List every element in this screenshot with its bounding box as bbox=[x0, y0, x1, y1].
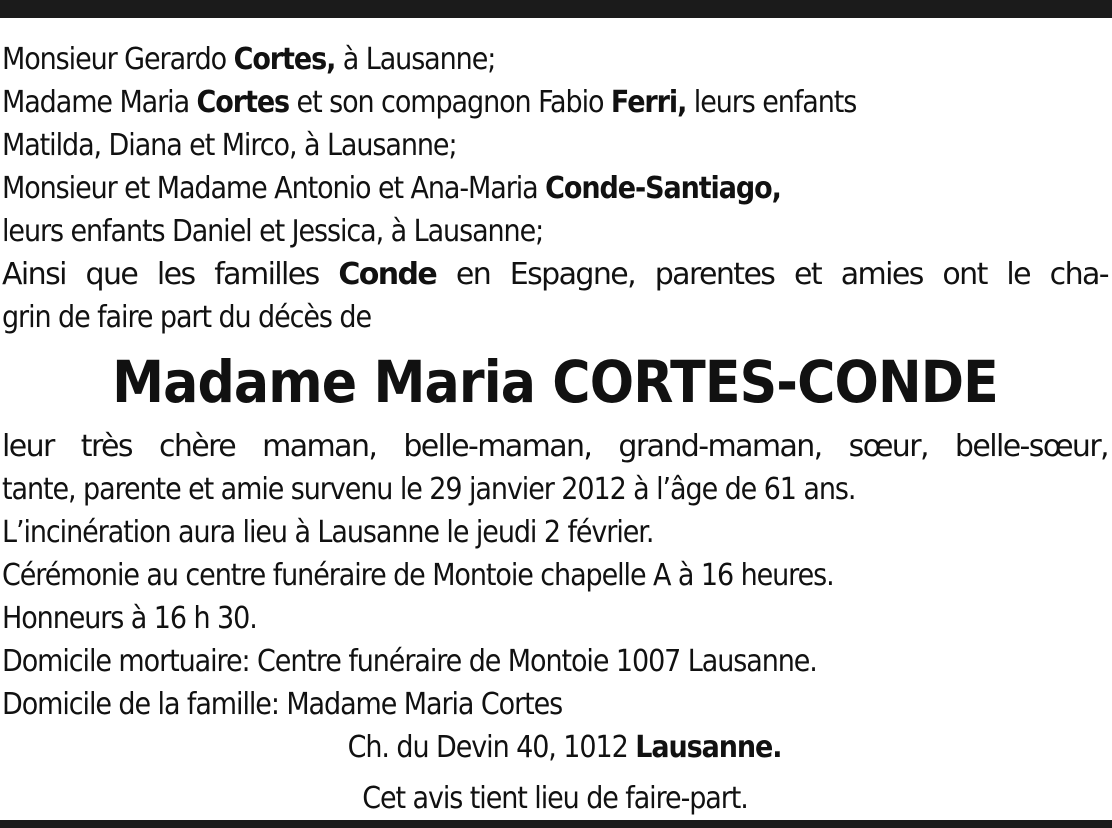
text: leurs enfants bbox=[686, 85, 857, 120]
city: Lausanne. bbox=[635, 730, 782, 765]
text: et son compagnon Fabio bbox=[289, 85, 611, 120]
family-line-5: leurs enfants Daniel et Jessica, à Lausanne; bbox=[2, 214, 544, 249]
details-line-2: tante, parente et amie survenu le 29 janvier 2012 à l’âge de 61 ans. bbox=[2, 472, 856, 507]
family-line-4 bbox=[2, 167, 997, 210]
text: Monsieur Gerardo bbox=[2, 42, 234, 77]
surname: Cortes bbox=[196, 85, 290, 120]
family-line-1 bbox=[2, 38, 997, 81]
death-notice bbox=[2, 38, 1108, 820]
details-line-7: Domicile de la famille: Madame Maria Cortes bbox=[2, 687, 563, 722]
surname: Ferri, bbox=[610, 85, 687, 120]
family-line-3: Matilda, Diana et Mirco, à Lausanne; bbox=[2, 128, 457, 163]
details-line-6: Domicile mortuaire: Centre funéraire de Montoie 1007 Lausanne. bbox=[2, 644, 817, 679]
details-line-8 bbox=[2, 726, 997, 769]
details-line-3: L’incinération aura lieu à Lausanne le jeudi 2 février. bbox=[2, 515, 654, 550]
surname: Conde-Santiago, bbox=[545, 171, 781, 206]
surname: Conde bbox=[338, 257, 437, 292]
family-line-7: grin de faire part du décès de bbox=[2, 300, 372, 335]
family-line-2 bbox=[2, 81, 997, 124]
surname: Cortes, bbox=[233, 42, 336, 77]
text: Madame Maria bbox=[2, 85, 197, 120]
text: Ainsi que les familles bbox=[2, 257, 339, 292]
text: en Espagne, parentes et amies ont le cha- bbox=[436, 257, 1108, 292]
closing-line: Cet avis tient lieu de faire-part. bbox=[362, 781, 748, 816]
family-line-6 bbox=[2, 253, 1108, 296]
details-line-4: Cérémonie au centre funéraire de Montoie chapelle A à 16 heures. bbox=[2, 558, 834, 593]
top-rule bbox=[0, 0, 1112, 18]
address-text: Ch. du Devin 40, 1012 bbox=[347, 730, 636, 765]
deceased-name: Madame Maria CORTES-CONDE bbox=[112, 348, 998, 416]
text: Monsieur et Madame Antonio et Ana-Maria bbox=[2, 171, 546, 206]
text: à Lausanne; bbox=[335, 42, 496, 77]
bottom-rule bbox=[0, 820, 1112, 828]
details-line-1: leur très chère maman, belle-maman, grand-maman, sœur, belle-sœur, bbox=[2, 429, 1108, 464]
details-line-5: Honneurs à 16 h 30. bbox=[2, 601, 257, 636]
